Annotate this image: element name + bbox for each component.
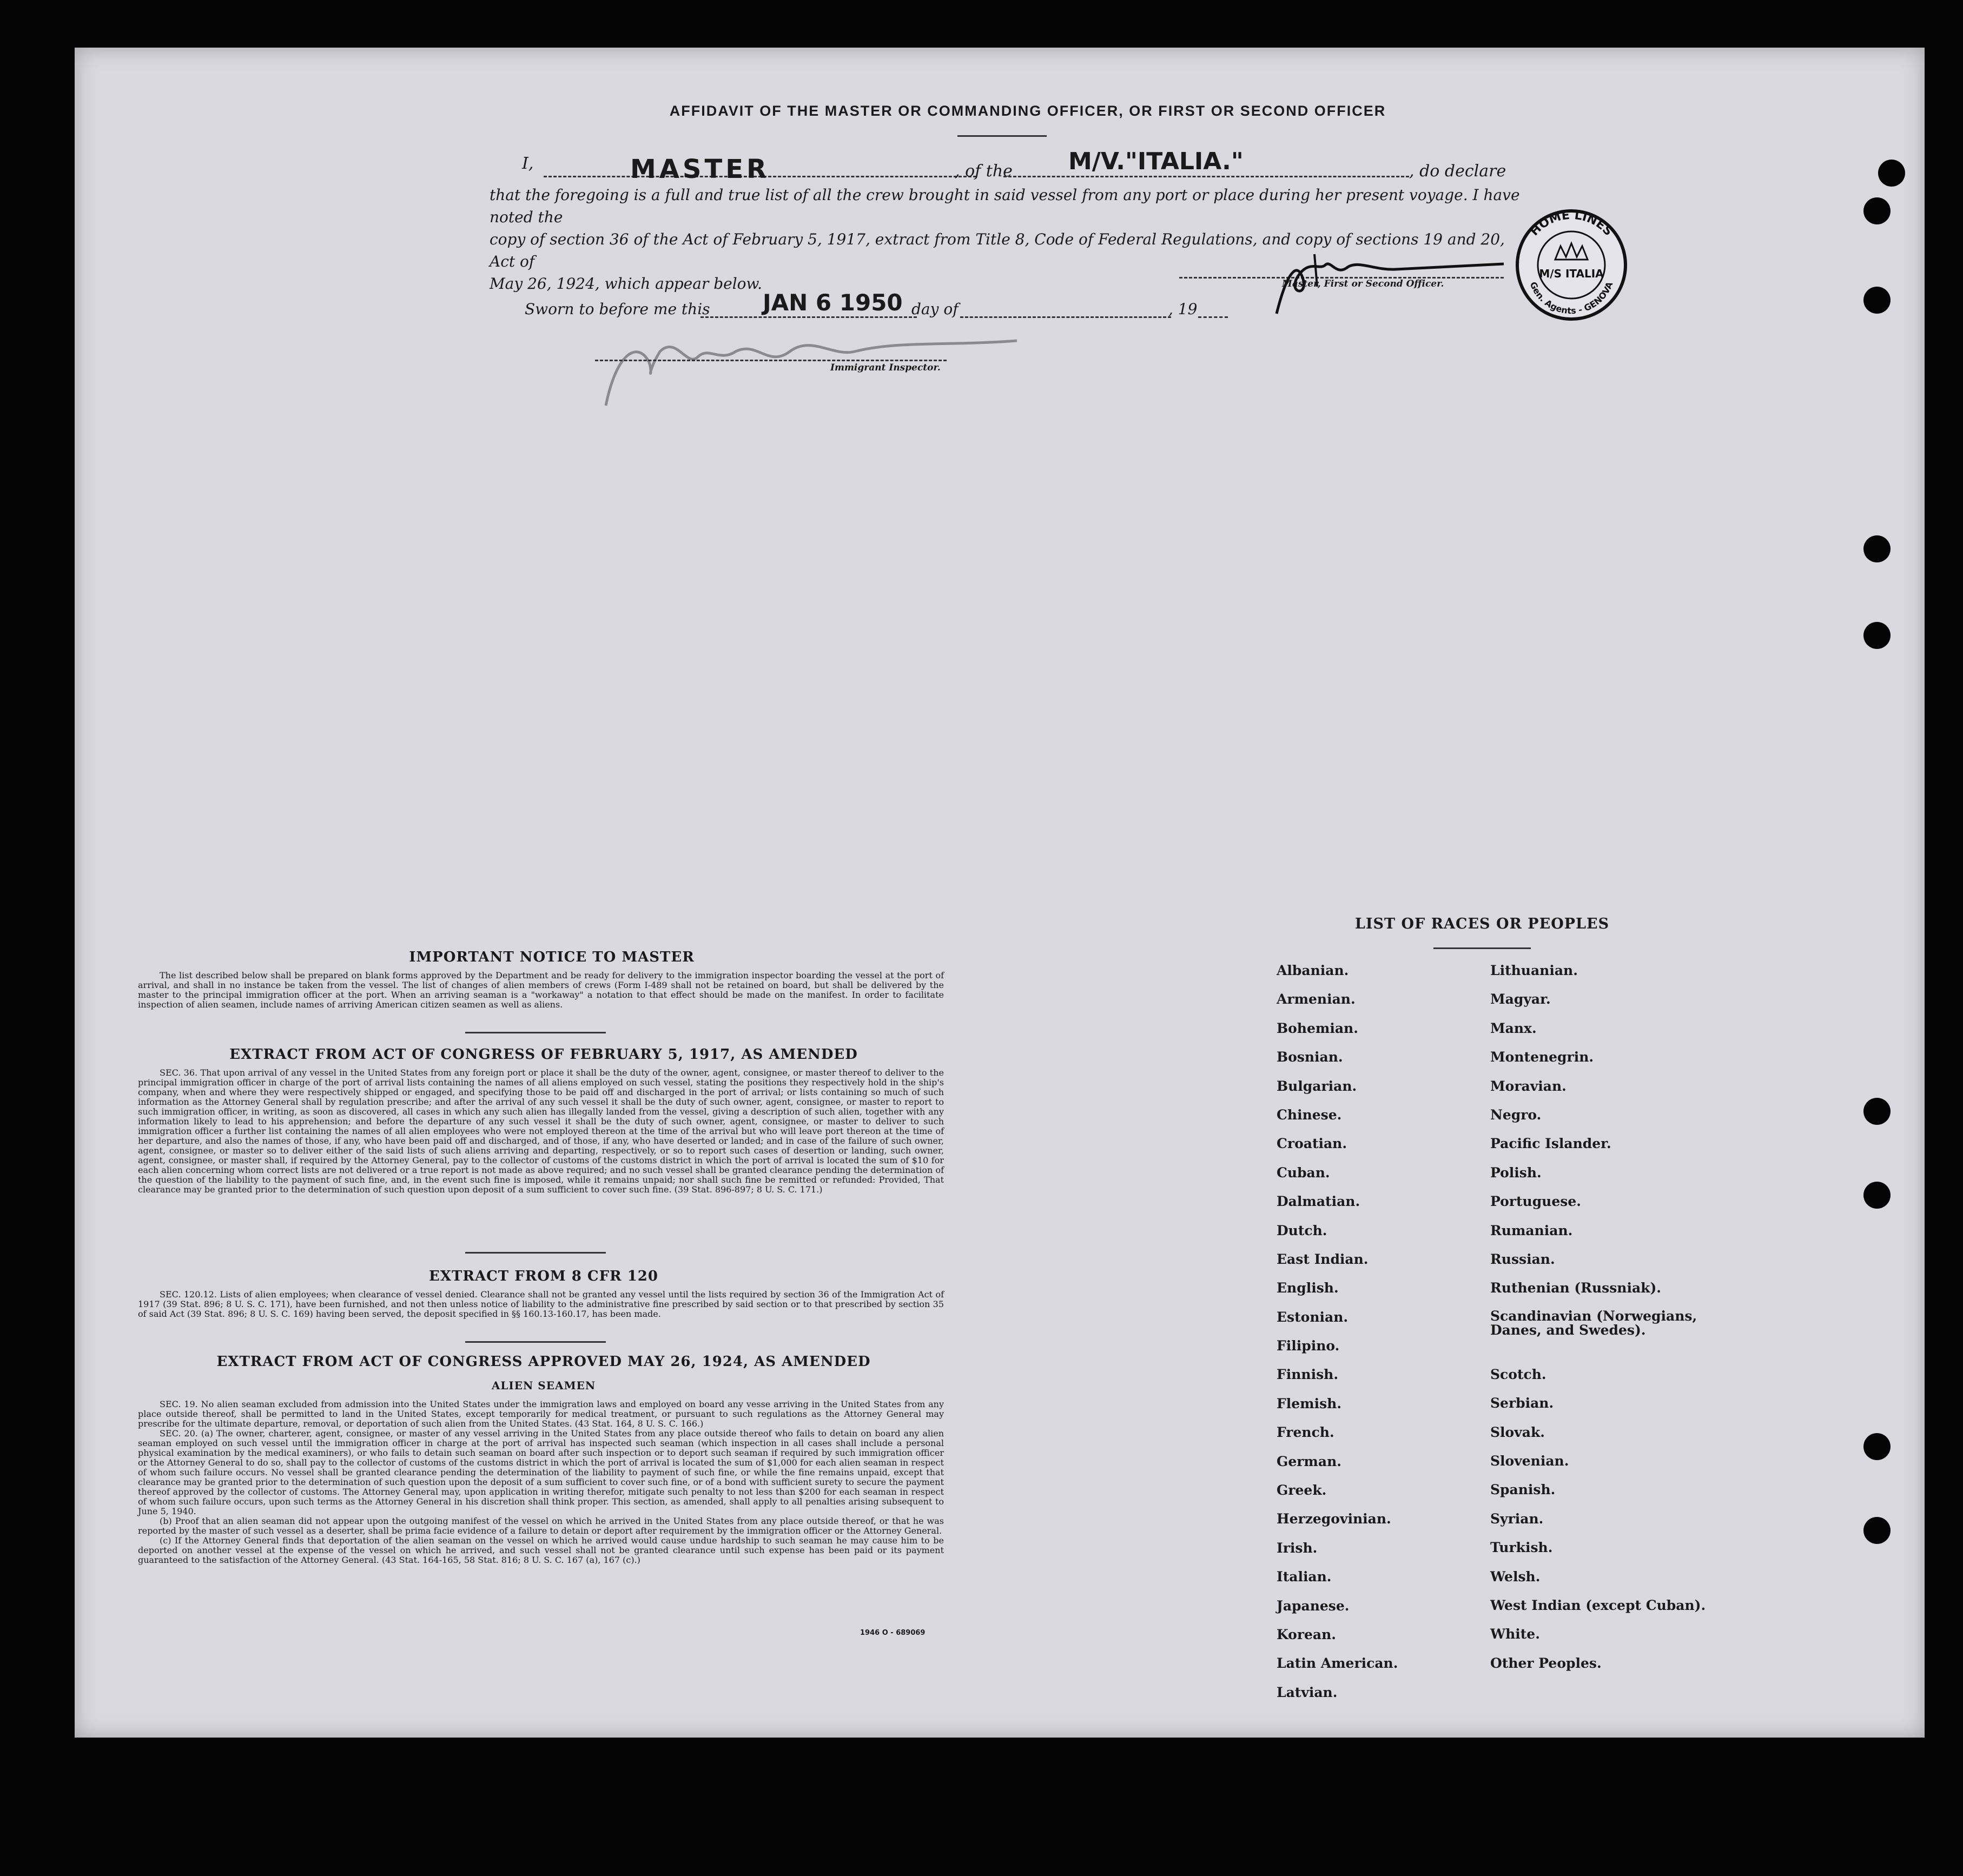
- race-item: Other Peoples.: [1490, 1655, 1602, 1671]
- race-item: Ruthenian (Russniak).: [1490, 1280, 1661, 1296]
- extract-1924-paragraph: (b) Proof that an alien seaman did not appear upon the outgoing manifest of the vessel on which he arrived in the United States from any place outside thereof, or that he was reported by the master of such vessel as a deserter, shall be prima facie evidence of a failure to detain or deport after requirement by the immigration officer or the Attorney General.: [138, 1516, 944, 1536]
- of-the-label: , of the: [955, 162, 1013, 181]
- race-item: Syrian.: [1490, 1510, 1544, 1527]
- extract-1917-paragraph: SEC. 36. That upon arrival of any vessel in the United States from any foreign port or place it shall be the duty of the owner, agent, consignee, or master thereof to deliver to the principal immigration officer in charge of the port of arrival lists containing the names of all aliens employed on such vessel, stating the positions they respectively hold in the ship's company, when and where they were respectively shipped or engaged, and specifying those to be paid off and discharged in the port of arrival; or lists containing so much of such information as the Attorney General shall by regulation prescribe; and after the arrival of any such vessel it shall be the duty of such owner, agent, consignee, or master to report to such immigration officer, in writing, as soon as discovered, all cases in which any such alien has illegally landed from the vessel, giving a description of such alien, together with any information likely to lead to his apprehension; and before the departure of any such vessel it shall be the duty of such owner, agent, consignee, or master to deliver to such immigration officer a further list containing the names of all alien employees who were not employed thereon at the time of the arrival but who will leave port thereon at the time of her departure, and also the names of those, if any, who have been paid off and discharged, and of those, if any, who have deserted or landed; and in case of the failure of such owner, agent, consignee, or master so to deliver either of the said lists of such aliens arriving and departing, respectively, or so to report such cases of desertion or landing, such owner, agent, consignee, or master shall, if required by the Attorney General, pay to the collector of customs of the customs district in which the port of arrival is located the sum of $10 for each alien concerning whom correct lists are not delivered or a true report is not made as above required; and no such vessel shall be granted clearance pending the determination of the question of the liability to the payment of such fine, and, in the event such fine is imposed, while it remains unpaid; nor shall such fine be remitted or refunded: Provided, That clearance may be granted prior to the determination of such question upon deposit of a sum sufficient to cover such fine. (39 Stat. 896-897; 8 U. S. C. 171.): [138, 1068, 944, 1195]
- notice-title: IMPORTANT NOTICE TO MASTER: [409, 949, 695, 965]
- race-item: Estonian.: [1277, 1309, 1349, 1325]
- print-code: 1946 O - 689069: [860, 1629, 926, 1637]
- declaration-line-4: May 26, 1924, which appear below.: [490, 275, 763, 293]
- year-label: , 19: [1168, 300, 1198, 318]
- race-item: Scandinavian (Norwegians, Danes, and Swedes).: [1490, 1308, 1697, 1338]
- vessel-value: M/V."ITALIA.": [1068, 148, 1244, 175]
- extract-1924-body: [138, 1400, 944, 1565]
- race-item: East Indian.: [1277, 1251, 1369, 1267]
- race-item: Bohemian.: [1277, 1020, 1358, 1036]
- race-item: Flemish.: [1277, 1395, 1342, 1411]
- race-item: Albanian.: [1277, 963, 1349, 978]
- race-item: Spanish.: [1490, 1482, 1556, 1498]
- do-declare-label: , do declare: [1409, 162, 1506, 181]
- race-item: Russian.: [1490, 1251, 1555, 1267]
- signature-caption: Master, First or Second Officer.: [1282, 279, 1444, 289]
- race-item: Armenian.: [1277, 991, 1356, 1007]
- race-item: Portuguese.: [1490, 1194, 1581, 1210]
- race-item: White.: [1490, 1626, 1540, 1642]
- punch-hole: [1878, 160, 1905, 187]
- race-item: Dalmatian.: [1277, 1194, 1360, 1210]
- notice-paragraph: The list described below shall be prepared on blank forms approved by the Department and be ready for delivery to the immigration inspector boarding the vessel at the port of arrival, and shall in no instance be taken from the vessel. The list of changes of alien members of crews (Form I-489 shall not be retained on board, but shall be delivered by the master to the principal immigration officer at the port. When an arriving seaman is a "workaway" a notation to that effect should be made on the manifest. In order to facilitate inspection of alien seamen, include names of arriving American citizen seamen as well as aliens.: [138, 970, 944, 1010]
- year-field: [1198, 316, 1228, 318]
- race-item: Serbian.: [1490, 1395, 1554, 1411]
- race-item: French.: [1277, 1424, 1334, 1441]
- affidavit-heading: AFFIDAVIT OF THE MASTER OR COMMANDING OFFICER, OR FIRST OR SECOND OFFICER: [669, 103, 1386, 119]
- inspector-caption: Immigrant Inspector.: [830, 362, 941, 373]
- month-field: [960, 316, 1171, 318]
- divider: [465, 1252, 606, 1254]
- race-item: Croatian.: [1277, 1136, 1347, 1152]
- divider: [465, 1032, 606, 1033]
- race-item: Italian.: [1277, 1569, 1332, 1585]
- race-item: Korean.: [1277, 1626, 1337, 1642]
- race-item: Lithuanian.: [1490, 963, 1578, 978]
- race-item: [1490, 1684, 1734, 1713]
- race-item: Moravian.: [1490, 1078, 1567, 1094]
- race-item: Scotch.: [1490, 1366, 1546, 1382]
- extract-1917-title: EXTRACT FROM ACT OF CONGRESS OF FEBRUARY 5, 1917, AS AMENDED: [229, 1046, 858, 1063]
- extract-1917-body: [138, 1068, 944, 1195]
- i-label: I,: [522, 154, 534, 173]
- inspector-signature: [595, 319, 1028, 411]
- race-item: German.: [1277, 1453, 1341, 1469]
- punch-hole: [1863, 622, 1891, 649]
- name-value: MASTER: [630, 154, 770, 184]
- sworn-date-value: JAN 6 1950: [763, 289, 903, 316]
- inspector-line: [595, 360, 947, 361]
- race-item: Greek.: [1277, 1482, 1327, 1499]
- race-item: Polish.: [1490, 1164, 1542, 1181]
- extract-1924-paragraph: SEC. 20. (a) The owner, charterer, agent, consignee, or master of any vessel arriving in the United States from any place outside thereof who fails to detain on board any alien seaman employed on such vessel until the immigration officer in charge at the port of arrival has inspected such seaman (which inspection in all cases shall include a personal physical examination by the medical examiners), or who fails to detain such seaman on board after such inspection or to deport such seaman if required by such immigration officer or the Attorney General to do so, shall pay to the collector of customs of the customs district in which the port of arrival is located the sum of $1,000 for each alien seaman in respect of whom such failure occurs. No vessel shall be granted clearance pending the determination of the liability to payment of such fine, or while the fine remains unpaid, except that clearance may be granted prior to the determination of such question upon the deposit of a sum sufficient to cover such fine, or of a bond with sufficient surety to secure the payment thereof approved by the collector of customs. The Attorney General may, upon application in writing therefor, mitigate such penalty to not less than $200 for each seaman in respect of whom such failure occurs, upon such terms as the Attorney General in his discretion shall think proper. This section, as amended, shall apply to all penalties arising subsequent to June 5, 1940.: [138, 1428, 944, 1516]
- race-item: Filipino.: [1277, 1338, 1340, 1354]
- divider: [1433, 947, 1531, 949]
- divider: [957, 135, 1047, 137]
- race-item: Herzegovinian.: [1277, 1511, 1391, 1527]
- race-item: Magyar.: [1490, 991, 1551, 1007]
- race-item: Turkish.: [1490, 1540, 1553, 1556]
- race-item: Pacific Islander.: [1490, 1136, 1611, 1152]
- race-item: Irish.: [1277, 1540, 1318, 1556]
- race-item: [1490, 1337, 1734, 1367]
- declaration-line-3: copy of section 36 of the Act of February 5, 1917, extract from Title 8, Code of Federal Regulations, and copy of sections 19 and 20, Act of: [490, 230, 1505, 270]
- race-item: Latvian.: [1277, 1684, 1338, 1700]
- punch-hole: [1863, 197, 1891, 224]
- races-right-column: [1490, 963, 1734, 1713]
- races-left-column: [1277, 963, 1482, 1713]
- race-item: Latin American.: [1277, 1655, 1398, 1672]
- race-item: Slovenian.: [1490, 1453, 1569, 1469]
- race-item: Cuban.: [1277, 1164, 1330, 1181]
- stamp-bottom-text: Gen. Agents - GENOVA: [1528, 280, 1615, 316]
- sworn-label: Sworn to before me this: [525, 300, 710, 318]
- race-item: Bulgarian.: [1277, 1078, 1357, 1094]
- punch-hole: [1863, 1098, 1891, 1125]
- home-lines-stamp: [1512, 208, 1631, 322]
- extract-1924-paragraph: (c) If the Attorney General finds that deportation of the alien seaman on the vessel on which he arrived would cause undue hardship to such seaman he may cause him to be deported on another vessel at the expense of the vessel on which he arrived, and such vessel shall not be granted clearance until such expense has been paid or its payment guaranteed to the satisfaction of the Attorney General. (43 Stat. 164-165, 58 Stat. 816; 8 U. S. C. 167 (a), 167 (c).): [138, 1535, 944, 1565]
- race-item: Montenegrin.: [1490, 1049, 1594, 1065]
- race-item: Bosnian.: [1277, 1049, 1343, 1065]
- punch-hole: [1863, 287, 1891, 314]
- extract-1924-paragraph: SEC. 19. No alien seaman excluded from admission into the United States under the immigration laws and employed on board any vesse arriving in the United States from any place outside thereof, shall be permitted to land in the United States, except temporarily for medical treatment, or pursuant to such regulations as the Attorney General may prescribe for the ultimate departure, removal, or deportation of such alien from the United States. (43 Stat. 164, 8 U. S. C. 166.): [138, 1399, 944, 1429]
- punch-hole: [1863, 535, 1891, 562]
- race-item: Welsh.: [1490, 1568, 1541, 1585]
- race-item: Negro.: [1490, 1106, 1542, 1123]
- declaration-line-1: [522, 148, 1523, 187]
- vessel-field: [1003, 176, 1409, 177]
- race-item: Dutch.: [1277, 1222, 1327, 1238]
- day-of-label: day of: [911, 300, 959, 318]
- declaration-line-2: that the foregoing is a full and true list of all the crew brought in said vessel from any port or place during her present voyage. I have noted the: [490, 186, 1520, 226]
- sworn-date-field: [700, 316, 917, 318]
- stamp-top-text: HOME LINES: [1528, 208, 1615, 239]
- race-item: Finnish.: [1277, 1367, 1339, 1383]
- extract-cfr-title: EXTRACT FROM 8 CFR 120: [429, 1268, 658, 1284]
- races-title: LIST OF RACES OR PEOPLES: [1354, 916, 1610, 932]
- extract-cfr-body: [138, 1290, 944, 1319]
- punch-hole: [1863, 1433, 1891, 1460]
- race-item: English.: [1277, 1280, 1339, 1296]
- punch-hole: [1863, 1182, 1891, 1209]
- race-item: Rumanian.: [1490, 1222, 1573, 1238]
- divider: [465, 1341, 606, 1343]
- extract-cfr-paragraph: SEC. 120.12. Lists of alien employees; when clearance of vessel denied. Clearance shall not be granted any vessel until the lists required by section 36 of the Immigration Act of 1917 (39 Stat. 896; 8 U. S. C. 171), have been furnished, and not then unless notice of liability to the administrative fine prescribed by said section or to that prescribed by section 35 of said Act (39 Stat. 896; 8 U. S. C. 169) having been served, the deposit specified in §§ 160.13-160.17, has been made.: [138, 1289, 944, 1319]
- race-item: Chinese.: [1277, 1106, 1342, 1123]
- race-item: Japanese.: [1277, 1597, 1350, 1614]
- race-item: Manx.: [1490, 1020, 1537, 1036]
- race-item: West Indian (except Cuban).: [1490, 1597, 1706, 1613]
- extract-1924-title: EXTRACT FROM ACT OF CONGRESS APPROVED MAY 26, 1924, AS AMENDED: [216, 1354, 871, 1370]
- race-item: Slovak.: [1490, 1424, 1545, 1440]
- stamp-center-text: M/S ITALIA: [1539, 267, 1604, 280]
- extract-1924-subtitle: ALIEN SEAMEN: [491, 1379, 596, 1392]
- punch-hole: [1863, 1517, 1891, 1544]
- notice-body: [138, 971, 944, 1010]
